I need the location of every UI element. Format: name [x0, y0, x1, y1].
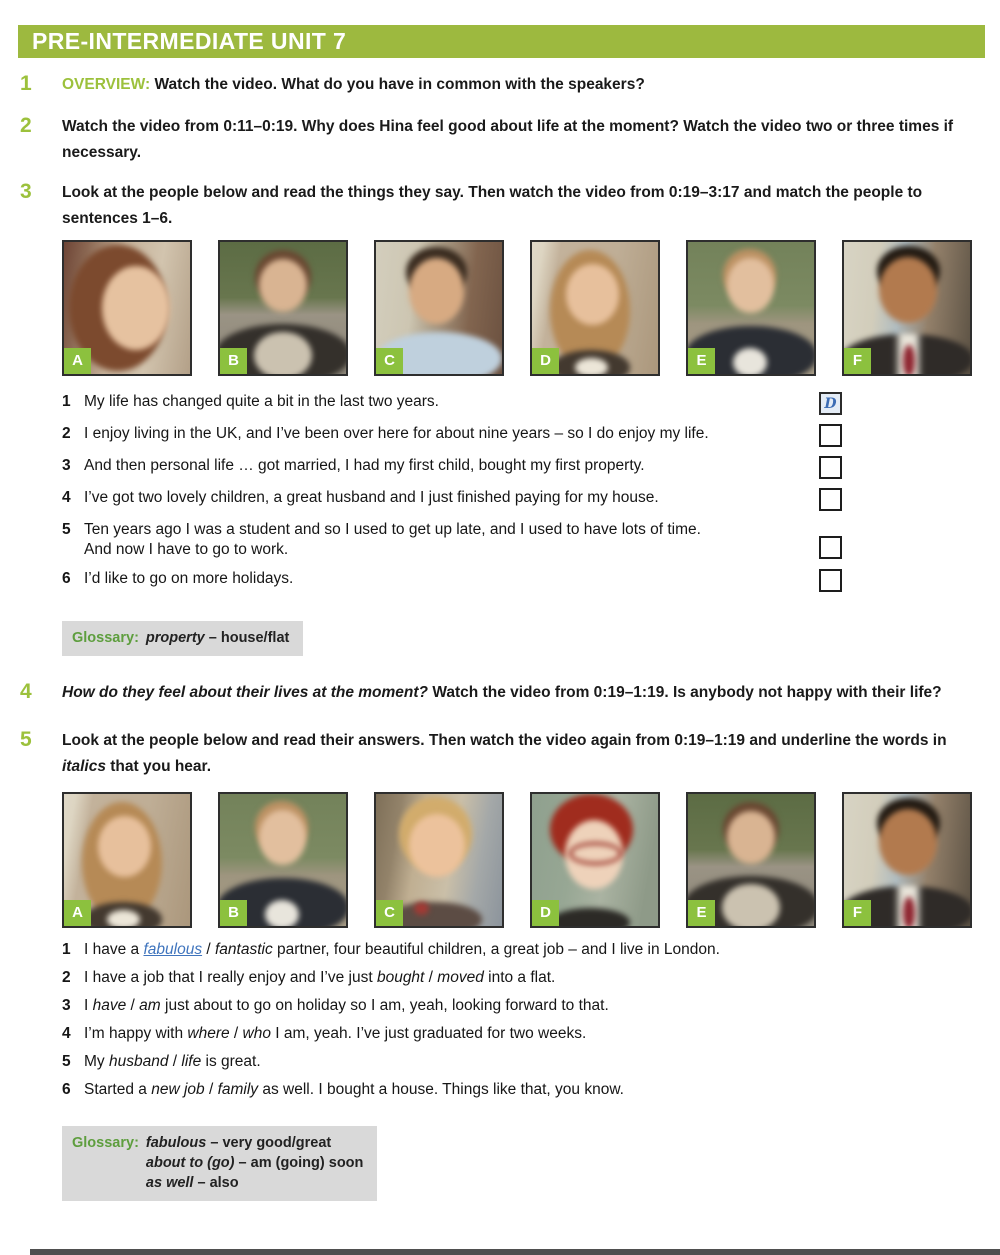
match-sentence-row: [62, 488, 842, 511]
glossary-label: Glossary:: [72, 1135, 139, 1151]
extra-shape: [733, 348, 767, 376]
answer-box[interactable]: [819, 456, 842, 479]
sentence-number: 6: [62, 570, 71, 587]
extra-shape: [107, 910, 140, 928]
text-run: I am, yeah. I’ve just graduated for two weeks.: [270, 1025, 587, 1042]
sentence-number: 2: [62, 425, 71, 442]
italic-choice-word[interactable]: new job: [151, 1081, 205, 1098]
sentence-text: My life has changed quite a bit in the last two years.: [84, 393, 439, 410]
glossary-definition: – am (going) soon: [238, 1155, 364, 1171]
photo-label-badge: C: [376, 900, 403, 926]
text-run: /: [168, 1053, 182, 1070]
glossary-definition: – also: [197, 1175, 239, 1191]
glossary-definition: – house/flat: [208, 630, 290, 646]
glossary-label: Glossary:: [72, 630, 139, 646]
sentence-text: [84, 1080, 982, 1100]
sentence-text: I’d like to go on more holidays.: [84, 570, 294, 587]
underline-sentence-row: [62, 1080, 982, 1100]
sentence-text: [84, 968, 982, 988]
glossary-definition: – very good/great: [210, 1135, 332, 1151]
exercise-2-instruction: Watch the video from 0:11–0:19. Why does Hina feel good about life at the moment? Watch the video two or three times if necessary.: [62, 118, 954, 161]
face-shape: [259, 259, 307, 312]
sentence-text: [84, 940, 982, 960]
photo-label-badge: F: [844, 348, 871, 374]
photo-b-row1: [218, 240, 348, 376]
photo-d-row1: [530, 240, 660, 376]
answer-box-filled[interactable]: D: [819, 392, 842, 415]
matching-sentences: [62, 392, 842, 592]
exercise-5: [20, 728, 1000, 780]
face-shape: [727, 258, 774, 313]
exercise-3-instruction: Look at the people below and read the things they say. Then watch the video from 0:19–3:17 and match the people to sentences 1–6.: [62, 184, 923, 227]
unit-title: PRE-INTERMEDIATE UNIT 7: [32, 28, 347, 54]
exercise-2: [20, 114, 1000, 166]
extra-shape: [903, 345, 914, 376]
exercise-3-number: 3: [20, 180, 32, 203]
sentence-text: I enjoy living in the UK, and I’ve been over here for about nine years – so I do enjoy my life.: [84, 425, 709, 442]
underline-sentence-row: [62, 996, 982, 1016]
text-run: I have a: [84, 941, 144, 958]
match-sentence-row: [62, 520, 842, 560]
glossary-term: about to (go): [145, 1155, 235, 1171]
photo-label-badge: E: [688, 348, 715, 374]
text-run: Look at the people below and read their answers. Then watch the video again from 0:19–1:19 and underline the words in: [62, 732, 947, 749]
sentence-number: 5: [62, 1053, 71, 1070]
match-sentence-row: [62, 456, 842, 479]
extra-shape: [569, 842, 623, 865]
face-shape: [727, 811, 775, 864]
glossary-box-1: [62, 621, 303, 656]
text-run: is great.: [201, 1053, 261, 1070]
sentence-number: 3: [62, 997, 71, 1014]
exercise-4: [20, 680, 1000, 706]
glossary-entry: [146, 1173, 363, 1193]
sentence-number: 5: [62, 521, 71, 538]
exercise-4-instruction: [62, 680, 942, 706]
answer-box[interactable]: [819, 424, 842, 447]
extra-shape: [903, 897, 914, 928]
photo-label-badge: D: [532, 348, 559, 374]
italic-choice-word[interactable]: am: [139, 997, 161, 1014]
text-run: into a flat.: [483, 969, 556, 986]
photo-b-row2: [218, 792, 348, 928]
italic-choice-word[interactable]: have: [92, 997, 127, 1014]
photo-row-2: [62, 792, 1000, 928]
photo-label-badge: E: [688, 900, 715, 926]
overview-label: OVERVIEW:: [62, 76, 151, 93]
glossary-box-2: [62, 1126, 377, 1201]
underline-sentence-row: [62, 968, 982, 988]
photo-c-row1: [374, 240, 504, 376]
answer-box[interactable]: [819, 536, 842, 559]
italic-choice-word[interactable]: How do they feel about their lives at the moment?: [62, 684, 429, 701]
underline-sentence-row: [62, 940, 982, 960]
sentence-number: 1: [62, 393, 71, 410]
body-shape: [550, 908, 631, 928]
match-sentence-row: [62, 424, 842, 447]
photo-label-badge: C: [376, 348, 403, 374]
photo-label-badge: A: [64, 900, 91, 926]
italic-choice-word[interactable]: moved: [437, 969, 484, 986]
underline-sentence-row: [62, 1052, 982, 1072]
photo-a-row2: [62, 792, 192, 928]
photo-e-row1: [686, 240, 816, 376]
photo-label-badge: B: [220, 348, 247, 374]
text-run: Started a: [84, 1081, 152, 1098]
match-sentence-row: [62, 569, 842, 592]
sentence-number: 2: [62, 969, 71, 986]
text-run: /: [424, 969, 438, 986]
photo-label-badge: F: [844, 900, 871, 926]
exercise-4-number: 4: [20, 680, 32, 703]
answer-box[interactable]: [819, 569, 842, 592]
extra-shape: [575, 358, 608, 376]
text-run: Watch the video from 0:19–1:19. Is anybody not happy with their life?: [428, 684, 942, 701]
glossary-entry: [146, 628, 289, 648]
photo-f-row2: [842, 792, 972, 928]
face-shape: [259, 810, 306, 865]
photo-e-row2: [686, 792, 816, 928]
photo-label-badge: A: [64, 348, 91, 374]
glossary-entry: [146, 1153, 363, 1173]
glossary-entries: [146, 628, 289, 648]
unit-header-bar: [18, 25, 985, 58]
extra-shape: [265, 900, 299, 928]
exercise-1-text: Watch the video. What do you have in common with the speakers?: [150, 76, 645, 93]
match-sentence-row: [62, 392, 842, 415]
sentence-text: [84, 996, 982, 1016]
face-shape: [879, 809, 937, 875]
underlined-answer-word[interactable]: fabulous: [143, 941, 203, 958]
italic-choice-word[interactable]: bought: [376, 969, 425, 986]
face-shape: [566, 264, 619, 325]
text-run: /: [229, 1025, 243, 1042]
italic-choice-word[interactable]: family: [217, 1081, 259, 1098]
glossary-term: fabulous: [145, 1135, 207, 1151]
sentence-number: 3: [62, 457, 71, 474]
face-shape: [409, 258, 464, 324]
face-shape: [98, 816, 151, 877]
text-run: I’m happy with: [84, 1025, 188, 1042]
face-shape: [409, 814, 466, 877]
text-run: I: [84, 997, 93, 1014]
photo-a-row1: [62, 240, 192, 376]
italic-choice-word[interactable]: life: [181, 1053, 202, 1070]
photo-label-badge: B: [220, 900, 247, 926]
text-run: just about to go on holiday so I am, yeah, looking forward to that.: [160, 997, 609, 1014]
glossary-term: property: [145, 630, 205, 646]
exercise-2-number: 2: [20, 114, 32, 137]
glossary-entry: [146, 1133, 363, 1153]
italic-choice-word[interactable]: italics: [62, 758, 106, 775]
exercise-1: [20, 72, 1000, 98]
text-run: that you hear.: [105, 758, 212, 775]
sentence-text: And then personal life … got married, I had my first child, bought my first property.: [84, 457, 645, 474]
exercise-1-number: 1: [20, 72, 32, 95]
underline-sentences: [62, 940, 982, 1100]
underline-sentence-row: [62, 1024, 982, 1044]
sentence-number: 4: [62, 1025, 71, 1042]
photo-d-row2: [530, 792, 660, 928]
glossary-term: as well: [145, 1175, 194, 1191]
text-run: /: [202, 941, 215, 958]
sentence-text: [84, 1052, 982, 1072]
sentence-text: [84, 1024, 982, 1044]
photo-label-badge: D: [532, 900, 559, 926]
sentence-text: I’ve got two lovely children, a great husband and I just finished paying for my house.: [84, 489, 659, 506]
sentence-number: 6: [62, 1081, 71, 1098]
text-run: I have a job that I really enjoy and I’ve just: [84, 969, 377, 986]
photo-c-row2: [374, 792, 504, 928]
exercise-5-instruction: [62, 728, 972, 780]
text-run: /: [204, 1081, 218, 1098]
exercise-3: [20, 180, 1000, 232]
page-bottom-edge: [30, 1249, 1000, 1255]
face-shape: [102, 266, 170, 350]
text-run: partner, four beautiful children, a great job – and I live in London.: [272, 941, 720, 958]
italic-choice-word[interactable]: husband: [108, 1053, 169, 1070]
exercise-5-number: 5: [20, 728, 32, 751]
italic-choice-word[interactable]: fantastic: [215, 941, 273, 958]
italic-choice-word[interactable]: who: [242, 1025, 271, 1042]
photo-row-1: [62, 240, 1000, 376]
face-shape: [879, 257, 937, 323]
extra-shape: [722, 884, 780, 928]
glossary-entries: [146, 1133, 363, 1193]
exercise-1-instruction: [62, 72, 645, 98]
photo-f-row1: [842, 240, 972, 376]
italic-choice-word[interactable]: where: [187, 1025, 230, 1042]
answer-box[interactable]: [819, 488, 842, 511]
extra-shape: [254, 332, 312, 376]
text-run: as well. I bought a house. Things like that, you know.: [258, 1081, 624, 1098]
sentence-number: 1: [62, 941, 71, 958]
text-run: /: [126, 997, 140, 1014]
sentence-number: 4: [62, 489, 71, 506]
sentence-text: Ten years ago I was a student and so I used to get up late, and I used to have lots of time. And now I have to go to work.: [84, 521, 701, 558]
text-run: My: [84, 1053, 109, 1070]
